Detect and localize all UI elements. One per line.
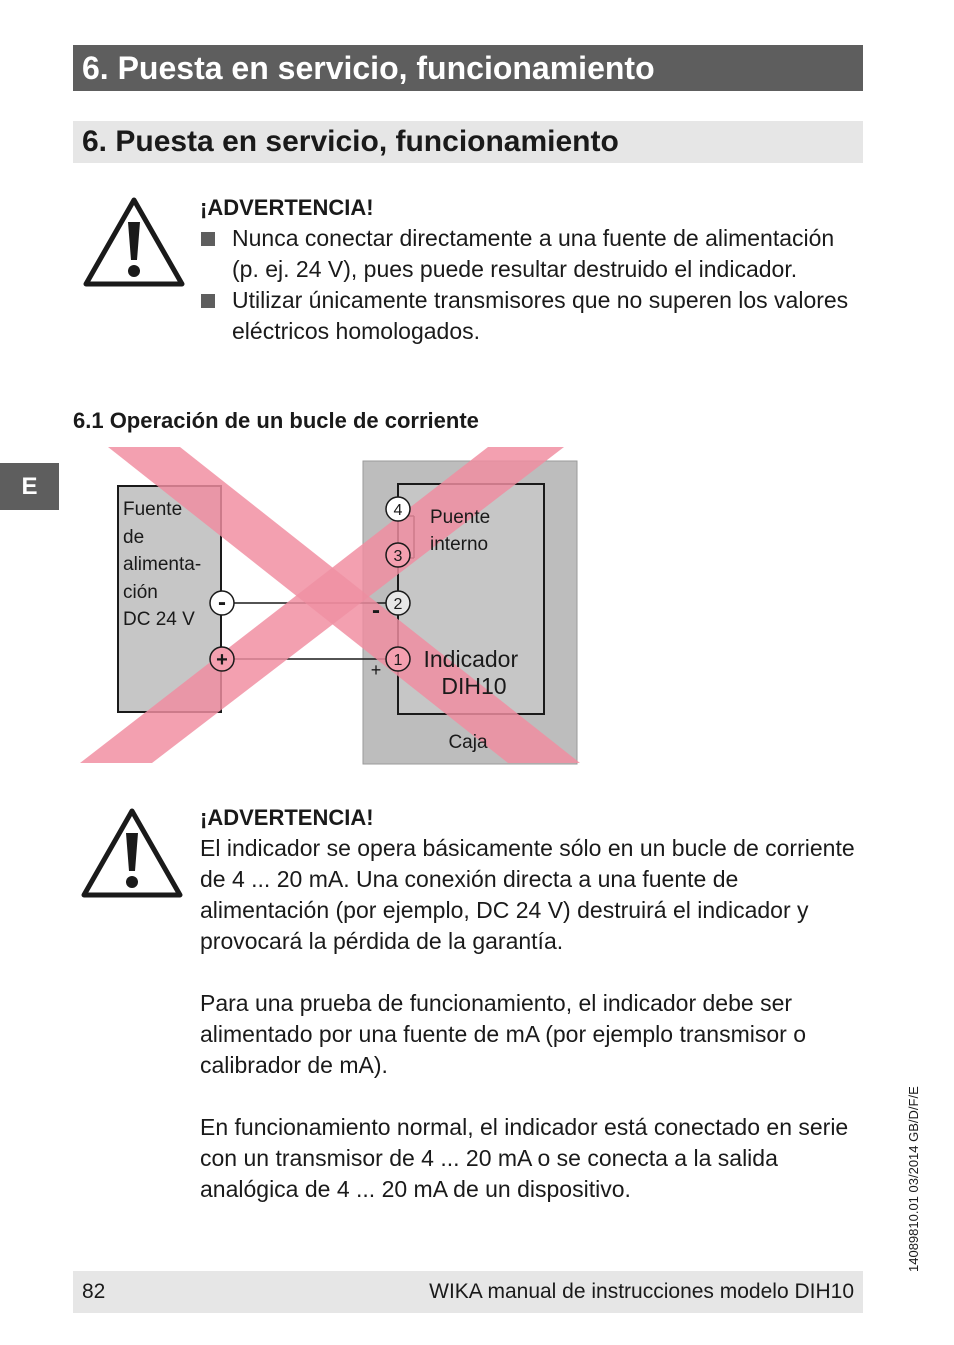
terminal-label: 3 (393, 548, 403, 565)
document-number: 14089810.01 03/2014 GB/D/F/E (906, 1086, 921, 1272)
subsection-title: 6.1 Operación de un bucle de corriente (73, 408, 479, 433)
plus-sign: + (216, 649, 228, 671)
bullet-square-icon (201, 294, 215, 308)
terminal-label: 4 (393, 502, 403, 519)
terminal-3 (386, 543, 410, 567)
terminal-label: 2 (393, 596, 403, 613)
case-minus-sign: - (372, 597, 380, 624)
case-label: Caja (448, 732, 488, 753)
warning-paragraph: El indicador se opera básicamente sólo en un bucle de corriente de 4 ... 20 mA. Una conexión directa a una fuente de alimentación (por ejemplo, DC 24 V) destruirá el indicador y provocará la pérdida de la garantía. (200, 835, 855, 954)
supply-label: Fuente de alimenta- ción DC 24 V (123, 499, 202, 630)
normal-operation-paragraph: En funcionamiento normal, el indicador está conectado en serie con un transmisor de 4 ... 20 mA o se conecta a la salida analógica de 4 ... 20 mA de un dispositivo. (200, 1114, 849, 1202)
page-footer (73, 1271, 863, 1313)
current-loop-diagram (80, 447, 580, 767)
terminal-4 (386, 497, 410, 521)
case-plus-sign: + (370, 660, 382, 680)
warning-bullet (200, 285, 860, 347)
warning-title: ¡ADVERTENCIA! (200, 805, 374, 830)
supply-plus-terminal (210, 647, 234, 671)
terminal-2 (386, 591, 410, 615)
terminal-1 (386, 647, 410, 671)
indicator-label: Indicador DIH10 (423, 646, 519, 699)
test-paragraph: Para una prueba de funcionamiento, el indicador debe ser alimentado por una fuente de mA (por ejemplo transmisor o calibrador de mA). (200, 990, 806, 1078)
bullet-square-icon (201, 232, 215, 246)
section-title: 6. Puesta en servicio, funcionamiento (73, 121, 863, 163)
warning-triangle-icon (80, 807, 184, 899)
warning-block-2 (200, 802, 870, 1205)
warning-bullet (200, 223, 860, 285)
internal-bridge-label: Puente interno (430, 507, 491, 555)
page-number: 82 (82, 1280, 106, 1303)
bullet-text: Utilizar únicamente transmisores que no superen los valores eléctricos homologados. (232, 287, 849, 344)
chapter-title: 6. Puesta en servicio, funcionamiento (73, 45, 863, 91)
footer-text: WIKA manual de instrucciones modelo DIH10 (429, 1280, 854, 1303)
warning-title: ¡ADVERTENCIA! (200, 195, 374, 220)
language-tab: E (0, 463, 59, 510)
warning-triangle-icon (82, 196, 186, 288)
warning-block-1 (200, 192, 860, 347)
terminal-label: 1 (393, 652, 403, 669)
bullet-text: Nunca conectar directamente a una fuente de alimentación (p. ej. 24 V), pues puede resultar destruido el indicador. (232, 225, 835, 282)
minus-sign: - (218, 589, 226, 616)
